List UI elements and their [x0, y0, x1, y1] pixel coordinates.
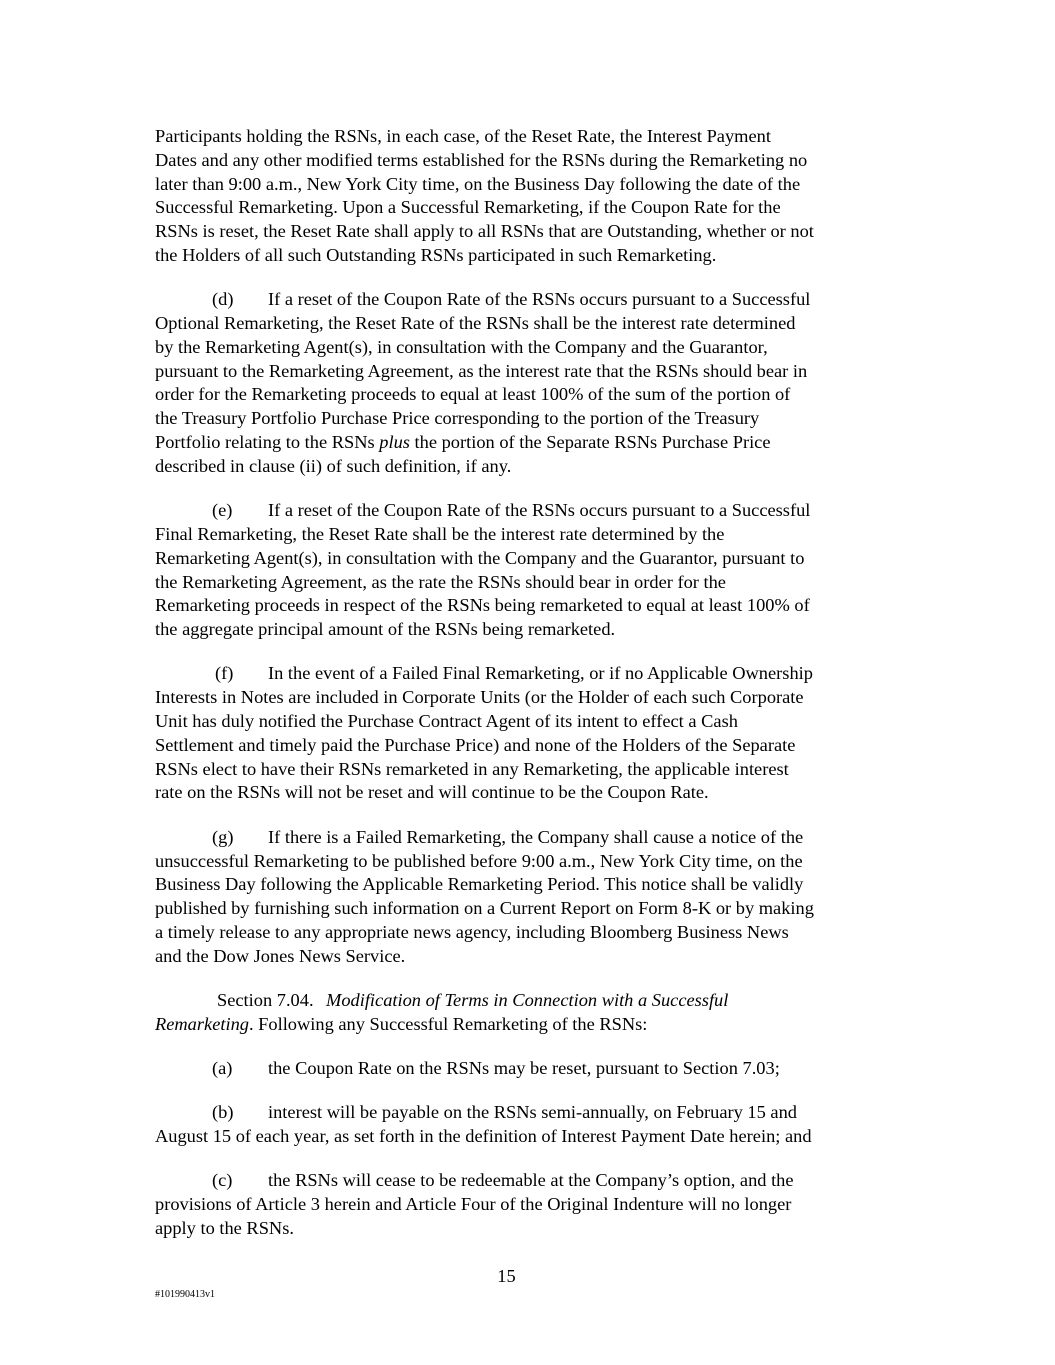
paragraph-text: In the event of a Failed Final Remarketing, or if no Applicable Ownership Interests in Notes are included in Corporate Units (or the Holder of each such Corporate Unit has duly notified the Purchase Contract Agent of its intent to effect a Cash Settlement and timely paid the Purchase Price) and none of the Holders of the Separate RSNs elect to have their RSNs remarketed in any Remarketing, the applicable interest rate on the RSNs will not be reset and will continue to be the Coupon Rate. [155, 663, 813, 803]
clause-label: (d) [212, 289, 234, 310]
paragraph-continuation [155, 125, 900, 268]
document-id: #101990413v1 [155, 1289, 215, 1300]
paragraph-c-modification [155, 1169, 900, 1240]
clause-label: (b) [212, 1102, 234, 1123]
paragraph-d [155, 288, 900, 478]
paragraph-text: If a reset of the Coupon Rate of the RSNs occurs pursuant to a Successful Final Remarketing, the Reset Rate shall be the interest rate determined by the Remarketing Agent(s), in consultation with the Company and the Guarantor, pursuant to the Remarketing Agreement, as the rate the RSNs should bear in order for the Remarketing proceeds in respect of the RSNs being remarketed to equal at least 100% of the aggregate principal amount of the RSNs being remarketed. [155, 500, 811, 640]
clause-label: (g) [212, 826, 234, 847]
section-7-04 [155, 989, 900, 1037]
paragraph-text: the Coupon Rate on the RSNs may be reset, pursuant to Section 7.03; [268, 1058, 780, 1079]
document-body [155, 125, 900, 1261]
paragraph-f [155, 662, 900, 805]
paragraph-e [155, 499, 900, 642]
paragraph-text: If there is a Failed Remarketing, the Company shall cause a notice of the unsuccessful Remarketing to be published before 9:00 a.m., New York City time, on the Business Day following the Applicable Remarketing Period. This notice shall be validly published by furnishing such information on a Current Report on Form 8-K or by making a timely release to any appropriate news agency, including Bloomberg Business News and the Dow Jones News Service. [155, 826, 814, 966]
clause-label: (a) [212, 1058, 233, 1079]
paragraph-text: the portion of the Separate RSNs Purchase Price described in clause (ii) of such definition, if any. [155, 432, 771, 476]
paragraph-text: . Following any Successful Remarketing of the RSNs: [248, 1013, 648, 1034]
paragraph-text: the RSNs will cease to be redeemable at the Company’s option, and the provisions of Article 3 herein and Article Four of the Original Indenture will no longer apply to the RSNs. [155, 1170, 794, 1239]
clause-label: (c) [212, 1170, 233, 1191]
paragraph-text: If a reset of the Coupon Rate of the RSNs occurs pursuant to a Successful Optional Remarketing, the Reset Rate of the RSNs shall be the interest rate determined by the Remarketing Agent(s), in consultation with the Company and the Guarantor, pursuant to the Remarketing Agreement, as the interest rate that the RSNs should bear in order for the Remarketing proceeds to equal at least 100% of the sum of the portion of the Treasury Portfolio Purchase Price corresponding to the portion of the Treasury Portfolio relating to the RSNs [155, 289, 811, 453]
clause-label: (e) [212, 500, 233, 521]
clause-label: (f) [215, 663, 234, 684]
paragraph-a-modification [155, 1057, 900, 1081]
paragraph-g [155, 826, 900, 969]
page-number: 15 [497, 1266, 516, 1286]
section-label: Section 7.04. [217, 990, 314, 1010]
emphasis-plus: plus [379, 432, 410, 453]
paragraph-b-modification [155, 1101, 900, 1149]
paragraph-text: Participants holding the RSNs, in each case, of the Reset Rate, the Interest Payment Dates and any other modified terms established for the RSNs during the Remarketing no later than 9:00 a.m., New York City time, on the Business Day following the date of the Successful Remarketing. Upon a Successful Remarketing, if the Coupon Rate for the RSNs is reset, the Reset Rate shall apply to all RSNs that are Outstanding, whether or not the Holders of all such Outstanding RSNs participated in such Remarketing. [155, 126, 814, 265]
paragraph-text: interest will be payable on the RSNs semi-annually, on February 15 and August 15 of each year, as set forth in the definition of Interest Payment Date herein; and [155, 1102, 812, 1147]
section-title: Modification of Terms in Connection with a Successful Remarketing [155, 990, 729, 1034]
